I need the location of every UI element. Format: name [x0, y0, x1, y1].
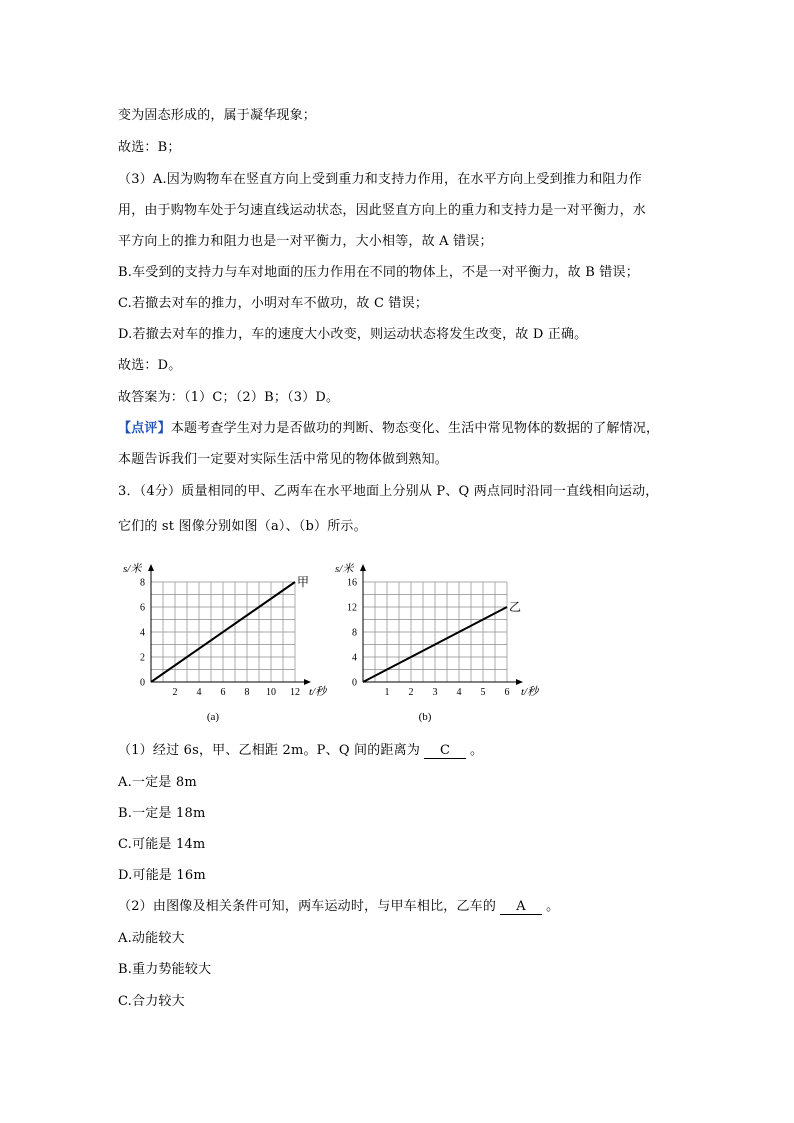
text-line: 用，由于购物车处于匀速直线运动状态，因此竖直方向上的重力和支持力是一对平衡力，水: [118, 203, 647, 218]
text-line: 变为固态形成的，属于凝华现象；: [118, 108, 317, 123]
x-axis-arrow: [516, 679, 523, 685]
option-a: A.动能较大: [118, 931, 185, 946]
text-line: （3）A.因为购物车在竖直方向上受到重力和支持力作用，在水平方向上受到推力和阻力作: [118, 172, 642, 187]
y-tick-label: 16: [347, 577, 357, 589]
x-tick-label: 4: [456, 687, 462, 698]
y-axis-arrow: [360, 564, 366, 571]
text-line: 本题告诉我们一定要对实际生活中常见的物体做到熟知。: [118, 452, 449, 467]
x-tick-label: 4: [196, 687, 202, 698]
text-line: 故答案为：（1）C；（2）B；（3）D。: [118, 390, 340, 405]
y-tick-label: 6: [140, 602, 145, 614]
text-line: 故选：D。: [118, 358, 182, 373]
text-line: 故选：B；: [118, 140, 181, 155]
st-graph-figure: [118, 548, 558, 728]
comment-line: [118, 417, 659, 436]
option-b: B.一定是 18m: [118, 806, 206, 821]
text-line: B.车受到的支持力与车对地面的压力作用在不同的物体上，不是一对平衡力，故 B 错误；: [118, 265, 639, 280]
graph-caption: (a): [206, 711, 220, 723]
series-label: 乙: [509, 600, 522, 614]
sub-question-2: [118, 895, 559, 915]
text-line: 平方向上的推力和阻力也是一对平衡力，大小相等，故 A 错误；: [118, 234, 493, 249]
sub-question-1: [118, 739, 483, 759]
y-tick-label: 0: [352, 677, 357, 689]
answer-blank-2: A: [500, 899, 542, 915]
x-tick-label: 3: [432, 687, 438, 698]
y-tick-label: 8: [352, 627, 357, 639]
option-a: A.一定是 8m: [118, 775, 197, 790]
x-tick-label: 5: [480, 687, 486, 698]
x-tick-label: 8: [244, 687, 250, 698]
sub-question-2-text: （2）由图像及相关条件可知，两车运动时，与甲车相比，乙车的: [118, 899, 497, 914]
option-c: C.合力较大: [118, 994, 185, 1009]
x-tick-label: 12: [290, 687, 300, 698]
option-b: B.重力势能较大: [118, 962, 212, 977]
st-graphs: [118, 548, 558, 728]
y-axis-arrow: [148, 564, 154, 571]
graph-a: [123, 562, 328, 723]
y-tick-label: 0: [140, 677, 145, 689]
option-d: D.可能是 16m: [118, 868, 206, 883]
option-c: C.可能是 14m: [118, 837, 206, 852]
y-tick-label: 8: [140, 577, 145, 589]
sub-question-1-text: （1）经过 6s，甲、乙相距 2m。P、Q 间的距离为: [118, 743, 421, 758]
x-axis-arrow: [304, 679, 311, 685]
x-tick-label: 2: [408, 687, 414, 698]
x-tick-label: 10: [266, 687, 276, 698]
question-stem: 它们的 st 图像分别如图（a）、（b）所示。: [118, 519, 367, 534]
graph-caption: (b): [418, 711, 432, 723]
graph-b: [335, 562, 540, 723]
y-axis-label: s/米: [123, 563, 142, 575]
text-line: D.若撤去对车的推力，车的速度大小改变，则运动状态将发生改变，故 D 正确。: [118, 327, 588, 342]
y-tick-label: 2: [140, 652, 145, 664]
sub-question-2-suffix: 。: [546, 899, 560, 914]
comment-tag: 【点评】: [118, 421, 171, 436]
x-axis-label: t/秒: [521, 686, 539, 698]
text-line: C.若撤去对车的推力，小明对车不做功，故 C 错误；: [118, 296, 429, 311]
x-tick-label: 6: [504, 687, 510, 698]
x-axis-label: t/秒: [309, 686, 327, 698]
x-tick-label: 1: [384, 687, 390, 698]
x-tick-label: 2: [172, 687, 178, 698]
sub-question-1-suffix: 。: [470, 743, 484, 758]
y-tick-label: 4: [140, 627, 145, 639]
y-axis-label: s/米: [335, 563, 354, 575]
answer-blank-1: C: [424, 743, 466, 759]
y-tick-label: 12: [347, 602, 357, 614]
series-label: 甲: [297, 575, 310, 589]
x-tick-label: 6: [220, 687, 226, 698]
question-stem: 3．（4分）质量相同的甲、乙两车在水平地面上分别从 P、Q 两点同时沿同一直线相向运动，: [118, 484, 659, 499]
y-tick-label: 4: [352, 652, 357, 664]
comment-text: 本题考查学生对力是否做功的判断、物态变化、生活中常见物体的数据的了解情况，: [170, 421, 660, 436]
